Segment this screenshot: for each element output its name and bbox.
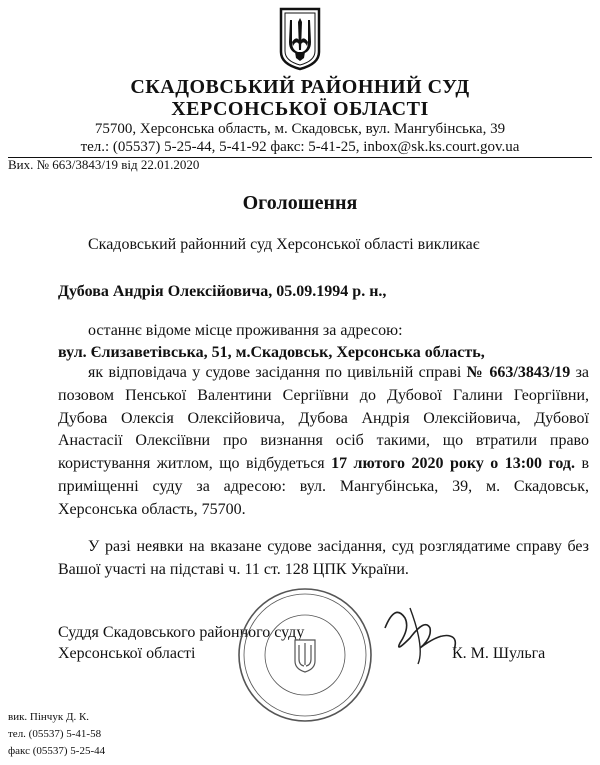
- last-residence-address: вул. Єлизаветівська, 51, м.Скадовськ, Херсонська область,: [58, 344, 485, 361]
- judge-name: К. М. Шульга: [452, 645, 546, 662]
- court-contacts: тел.: (05537) 5-25-44, 5-41-92 факс: 5-41-25, inbox@sk.ks.court.gov.ua: [80, 139, 520, 155]
- hearing-text-part3: в приміщенні суду за адресою: вул. Мангубінська, 39, м. Скадовськ, Херсонська область, 75700.: [58, 455, 589, 518]
- court-stamp: [235, 585, 375, 725]
- court-address: 75700, Херсонська область, м. Скадовськ, вул. Мангубінська, 39: [94, 121, 506, 137]
- court-name-line2: ХЕРСОНСЬКОЇ ОБЛАСТІ: [171, 98, 429, 120]
- executor-fax: факс (05537) 5-25-44: [8, 745, 106, 757]
- trident-coat-of-arms-icon: [278, 6, 322, 72]
- hearing-text-part1: як відповідача у судове засідання по цивільній справі: [88, 364, 467, 381]
- hearing-datetime: 17 лютого 2020 року о 13:00 год.: [331, 455, 575, 473]
- outgoing-number: Вих. № 663/3843/19 від 22.01.2020: [8, 157, 200, 172]
- summoned-person: Дубова Андрія Олексійовича, 05.09.1994 р. н.,: [58, 283, 387, 300]
- judge-signature: [380, 598, 470, 668]
- executor-name: вик. Пінчук Д. К.: [8, 711, 90, 723]
- case-number: № 663/3843/19: [466, 364, 571, 381]
- court-name-line1: СКАДОВСЬКИЙ РАЙОННИЙ СУД: [130, 76, 470, 98]
- hearing-text-part2: за позовом Пенської Валентини Сергіївни до Дубової Галини Георгіївни, Дубова Олексія Олексійовича, Дубова Андрія Олексійовича, Дубової Анастасії Олексіївни про визнання осіб такими, що втратили право користування житлом, що відбудеться: [58, 364, 589, 473]
- judge-title-line2: Херсонської області: [58, 645, 196, 662]
- judge-title-line1: Суддя Скадовського районного суду: [58, 624, 305, 641]
- hearing-paragraph: [58, 362, 589, 522]
- executor-phone: тел. (05537) 5-41-58: [8, 728, 102, 740]
- last-residence-label: останнє відоме місце проживання за адресою:: [88, 322, 403, 339]
- notice-title: Оголошення: [242, 192, 358, 214]
- summons-line: Скадовський районний суд Херсонської області викликає: [88, 236, 480, 253]
- warning-paragraph: У разі неявки на вказане судове засідання, суд розглядатиме справу без Вашої участі на підставі ч. 11 ст. 128 ЦПК України.: [58, 538, 589, 578]
